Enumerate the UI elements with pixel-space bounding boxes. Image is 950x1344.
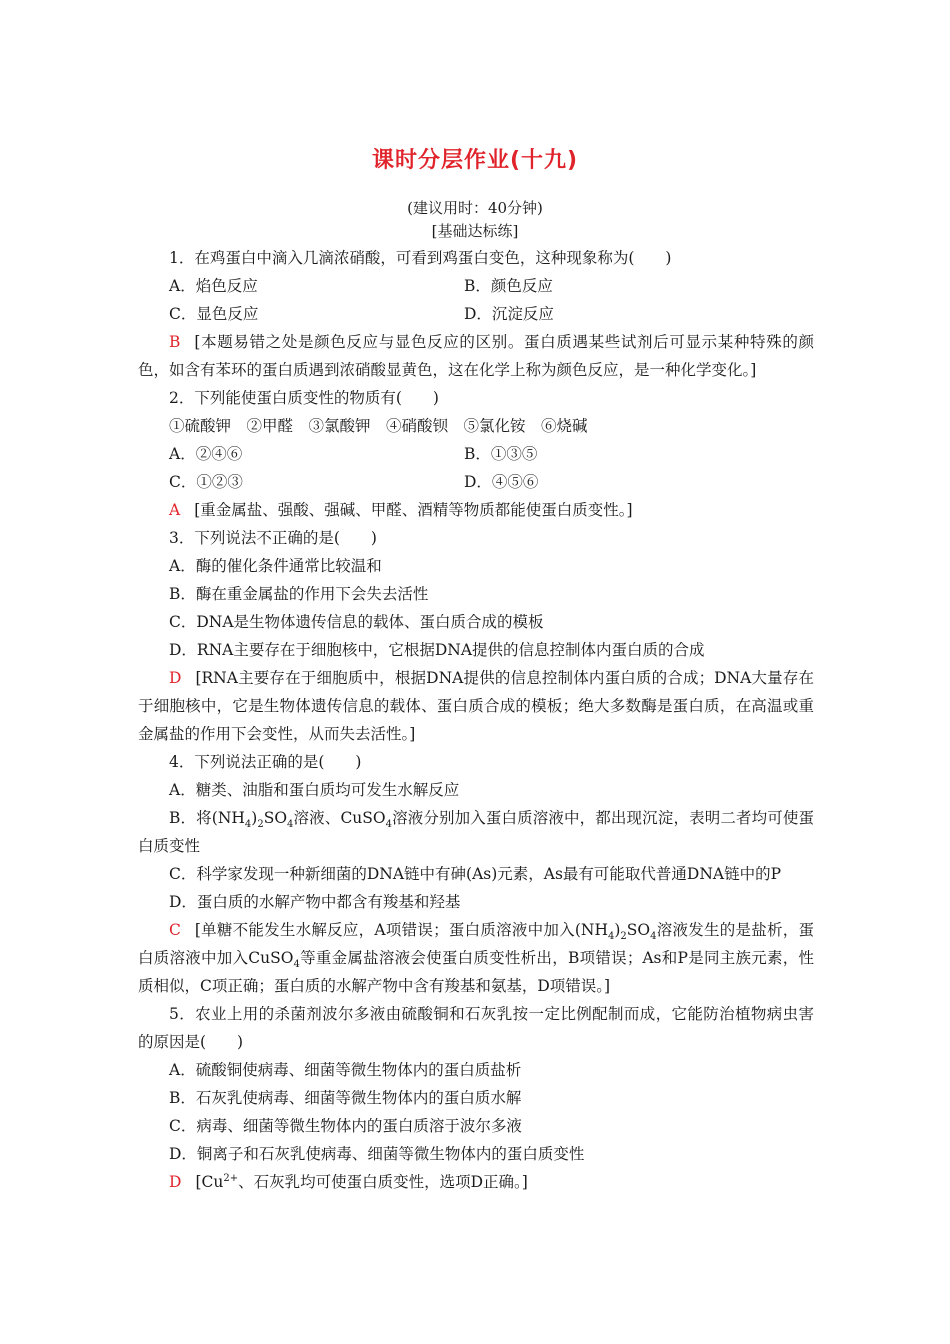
question-1-option-c: C．显色反应 [169, 305, 259, 323]
page-title: 课时分层作业(十九) [371, 148, 579, 173]
question-3-option-a: A．酶的催化条件通常比较温和 [169, 557, 382, 575]
question-1-options-row2 [138, 300, 814, 328]
question-4-option-d: D．蛋白质的水解产物中都含有羧基和羟基 [169, 893, 461, 911]
answer-label: C [169, 921, 181, 939]
question-5-option-b: B．石灰乳使病毒、细菌等微生物体内的蛋白质水解 [169, 1089, 522, 1107]
question-4-stem: 4．下列说法正确的是( ) [169, 753, 362, 771]
answer-label: D [169, 669, 182, 687]
question-1-option-b: B．颜色反应 [464, 277, 553, 295]
question-5-explanation: D [$Cu^{2+}$、石灰乳均可使蛋白质变性，选项D正确。] [169, 1172, 528, 1191]
question-3-option-b: B．酶在重金属盐的作用下会失去活性 [169, 585, 429, 603]
question-2-option-a: A．②④⑥ [169, 445, 243, 463]
question-1-option-d: D．沉淀反应 [464, 305, 554, 323]
question-3-stem: 3．下列说法不正确的是( ) [169, 529, 377, 547]
question-4-option-c: C．科学家发现一种新细菌的DNA链中有砷(As)元素，As最有可能取代普通DNA链中的P [169, 865, 782, 883]
question-3-option-c: C．DNA是生物体遗传信息的载体、蛋白质合成的模板 [169, 613, 544, 631]
answer-label: A [169, 501, 181, 519]
question-2-option-d: D．④⑤⑥ [464, 473, 539, 491]
question-5-stem: 5．农业上用的杀菌剂波尔多液由硫酸铜和石灰乳按一定比例配制而成，它能防治植物病虫害的原因是( ) [138, 1005, 814, 1051]
answer-label: D [169, 1173, 182, 1191]
answer-label: B [169, 333, 181, 351]
question-2-option-b: B．①③⑤ [464, 445, 538, 463]
question-1-options-row1 [138, 272, 814, 300]
question-list [138, 244, 814, 1196]
question-3-option-d: D．RNA主要存在于细胞核中，它根据DNA提供的信息控制体内蛋白质的合成 [169, 641, 705, 659]
question-1-explanation: B [本题易错之处是颜色反应与显色反应的区别。蛋白质遇某些试剂后可显示某种特殊的颜色，如含有苯环的蛋白质遇到浓硝酸显黄色，这在化学上称为颜色反应，是一种化学变化。] [138, 333, 814, 379]
question-2-items: ①硫酸钾 ②甲醛 ③氯酸钾 ④硝酸钡 ⑤氯化铵 ⑥烧碱 [169, 417, 588, 435]
time-note: (建议用时：40分钟) [407, 199, 543, 217]
question-2-explanation: A [重金属盐、强酸、强碱、甲醛、酒精等物质都能使蛋白质变性。] [169, 501, 633, 519]
section-heading: [基础达标练] [431, 222, 519, 240]
question-5-option-d: D．铜离子和石灰乳使病毒、细菌等微生物体内的蛋白质变性 [169, 1145, 585, 1163]
question-2-options-row1 [138, 440, 814, 468]
question-5-option-a: A．硫酸铜使病毒、细菌等微生物体内的蛋白质盐析 [169, 1061, 522, 1079]
question-1-stem: 1．在鸡蛋白中滴入几滴浓硝酸，可看到鸡蛋白变色，这种现象称为( ) [169, 249, 672, 267]
question-1-option-a: A．焰色反应 [169, 277, 258, 295]
question-2-options-row2 [138, 468, 814, 496]
question-2-stem: 2．下列能使蛋白质变性的物质有( ) [169, 389, 439, 407]
question-4-option-b: B．将$(NH_4)_2SO_4$溶液、CuSO$_4$溶液分别加入蛋白质溶液中，都出现沉淀，表明二者均可使蛋白质变性 [138, 809, 814, 855]
question-4-option-a: A．糖类、油脂和蛋白质均可发生水解反应 [169, 781, 460, 799]
question-4-explanation: C [单糖不能发生水解反应，A项错误；蛋白质溶液中加入$(NH_4)_2SO_4$溶液发生的是盐析，蛋白质溶液中加入CuSO$_4$等重金属盐溶液会使蛋白质变性析出，B项错误；As和P是同主族元素，性质相似，C项正确；蛋白质的水解产物中含有羧基和氨基，D项错误。] [138, 921, 814, 995]
question-2-option-c: C．①②③ [169, 473, 243, 491]
question-5-option-c: C．病毒、细菌等微生物体内的蛋白质溶于波尔多液 [169, 1117, 522, 1135]
question-3-explanation: D [RNA主要存在于细胞质中，根据DNA提供的信息控制体内蛋白质的合成；DNA大量存在于细胞核中，它是生物体遗传信息的载体、蛋白质合成的模板；绝大多数酶是蛋白质，在高温或重金属盐的作用下会变性，从而失去活性。] [138, 669, 814, 743]
